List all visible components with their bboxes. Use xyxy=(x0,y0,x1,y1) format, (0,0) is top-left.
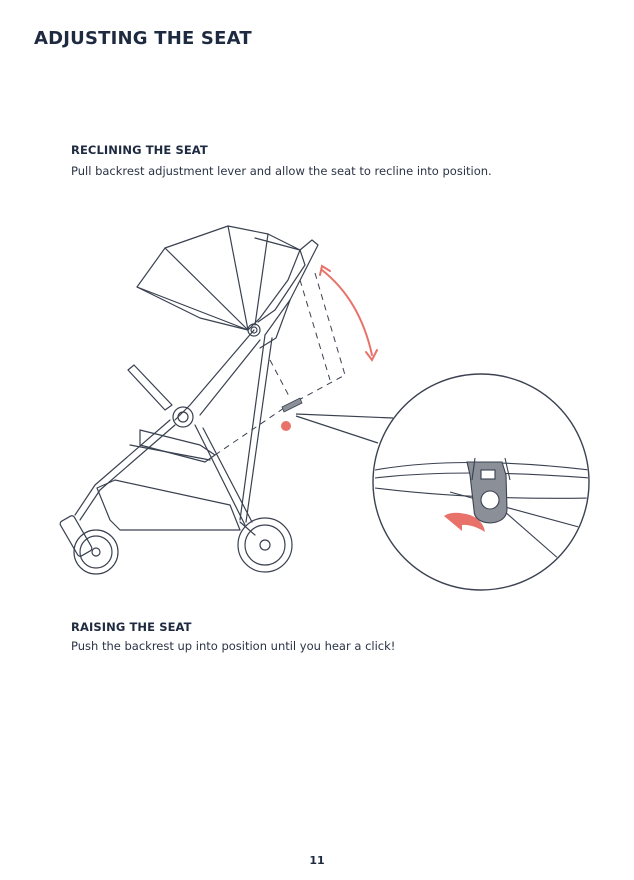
canopy xyxy=(137,226,300,330)
handlebar xyxy=(265,240,318,335)
rear-wheel xyxy=(238,518,292,572)
frame-hinge xyxy=(173,407,193,427)
page-title: ADJUSTING THE SEAT xyxy=(34,28,252,49)
bumper-bar xyxy=(128,365,172,410)
lever-detail-zoom xyxy=(373,374,590,590)
raising-heading: RAISING THE SEAT xyxy=(71,620,192,634)
basket xyxy=(97,480,240,530)
recline-arrow xyxy=(320,266,377,360)
adjustment-lever xyxy=(282,398,302,412)
page-number: 11 xyxy=(309,854,325,867)
reclining-heading: RECLINING THE SEAT xyxy=(71,143,208,157)
raising-instructions: Push the backrest up into position until you hear a click! xyxy=(71,639,396,653)
lever-indicator-dot xyxy=(281,421,291,431)
reclining-instructions: Pull backrest adjustment lever and allow the seat to recline into position. xyxy=(71,164,492,178)
front-leg xyxy=(80,425,175,520)
